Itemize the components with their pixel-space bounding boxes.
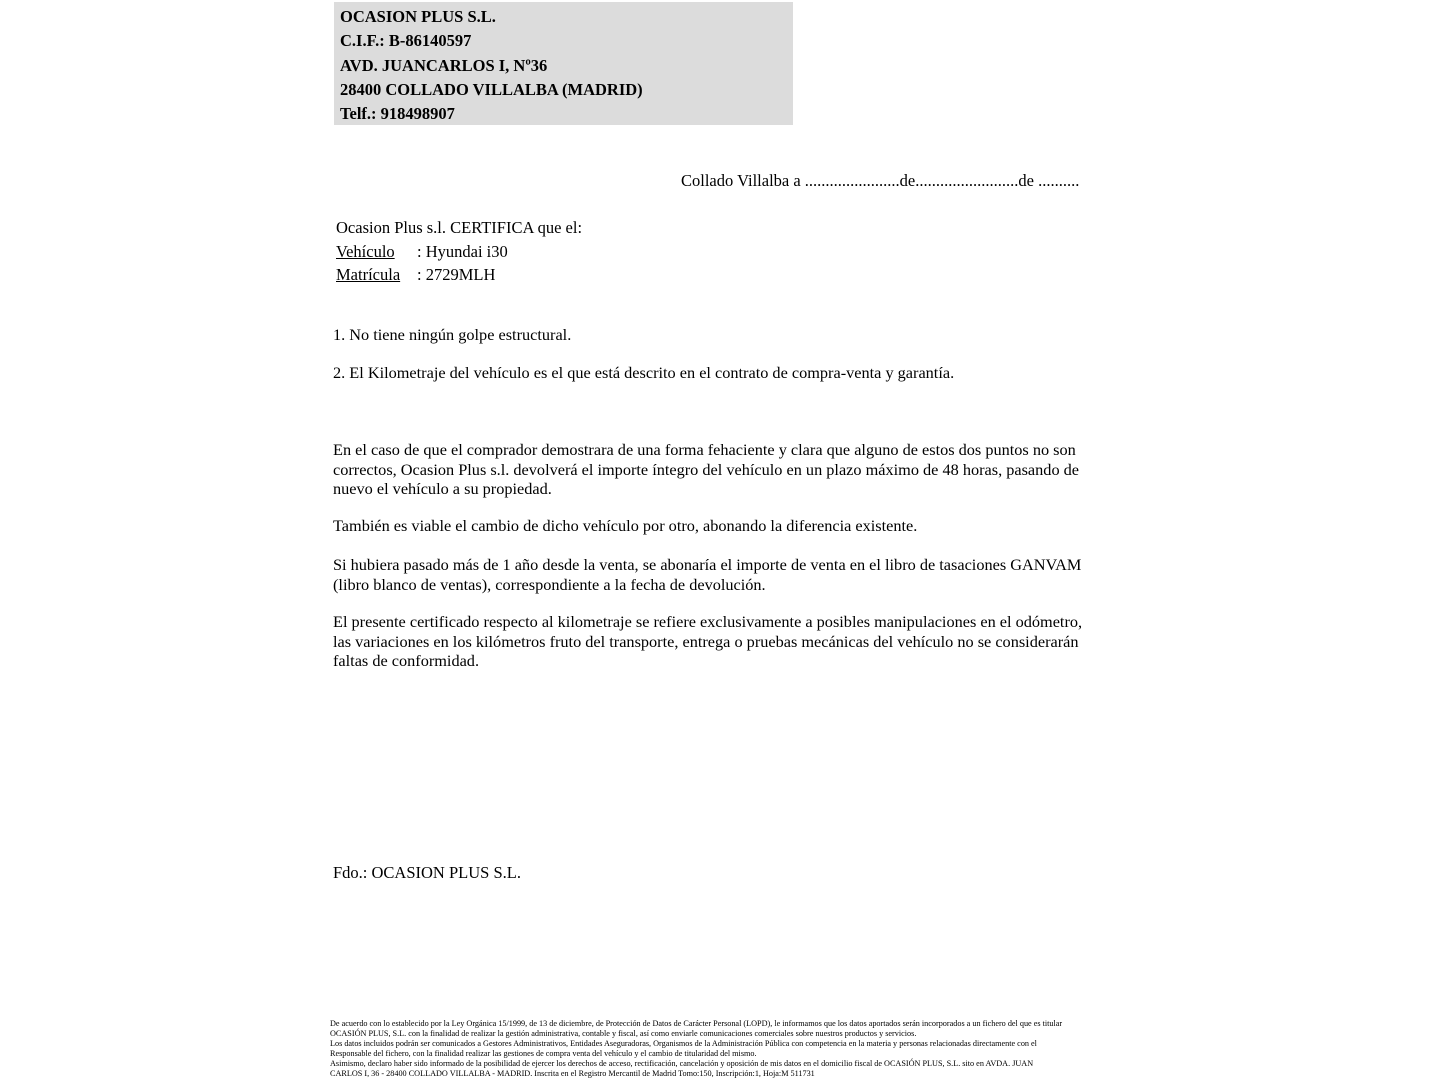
- vehicle-label: Vehículo: [336, 241, 395, 261]
- vehicle-value: : Hyundai i30: [417, 241, 508, 261]
- condition-point-2: 2. El Kilometraje del vehículo es el que está descrito en el contrato de compra-venta y garantía.: [333, 363, 955, 382]
- company-cif: C.I.F.: B-86140597: [340, 31, 472, 51]
- paragraph-vehicle-exchange: También es viable el cambio de dicho vehículo por otro, abonando la diferencia existente.: [333, 516, 918, 535]
- vehicle-row: [336, 240, 582, 264]
- paragraph-odometer-disclaimer: El presente certificado respecto al kilometraje se refiere exclusivamente a posibles manipulaciones en el odómetro, las variaciones en los kilómetros fruto del transporte, entrega o pruebas mecánicas del vehículo no se considerarán faltas de conformidad.: [333, 612, 1083, 671]
- certifies-intro-line: Ocasion Plus s.l. CERTIFICA que el:: [336, 218, 583, 237]
- legal-line-3: Los datos incluidos podrán ser comunicados a Gestores Administrativos, Entidades Aseguradoras, Organismos de la Administración Pública con competencia en la materia y personas relacionadas directamente con el: [330, 1038, 1037, 1048]
- legal-line-2: OCASIÓN PLUS, S.L. con la finalidad de realizar la gestión administrativa, contable y fiscal, así como enviarle comunicaciones comerciales sobre nuestros productos y servicios.: [330, 1028, 917, 1038]
- plate-value: : 2729MLH: [417, 265, 496, 285]
- legal-line-4: Responsable del fichero, con la finalidad realizar las gestiones de compra venta del vehículo y el cambio de titularidad del mismo.: [330, 1048, 757, 1058]
- certification-block: [336, 216, 582, 287]
- plate-label: Matrícula: [336, 265, 401, 285]
- signature-line: Fdo.: OCASION PLUS S.L.: [333, 863, 521, 882]
- company-name: OCASION PLUS S.L.: [340, 7, 496, 26]
- legal-fine-print: [330, 1019, 1062, 1078]
- company-address: AVD. JUANCARLOS I, Nº36: [340, 55, 548, 75]
- company-phone: Telf.: 918498907: [340, 104, 455, 124]
- company-city: 28400 COLLADO VILLALBA (MADRID): [340, 79, 643, 99]
- date-fill-in-line: Collado Villalba a .......................de.........................de ..........: [681, 171, 1080, 190]
- paragraph-ganvam-valuation: Si hubiera pasado más de 1 año desde la venta, se abonaría el importe de venta en el libro de tasaciones GANVAM (libro blanco de ventas), correspondiente a la fecha de devolución.: [333, 555, 1082, 594]
- legal-line-5: Asimismo, declaro haber sido informado de la posibilidad de ejercer los derechos de acceso, rectificación, cancelación y oposición de mis datos en el domicilio fiscal de OCASIÓN PLUS, S.L. sito en AVDA. JUAN: [330, 1058, 1034, 1068]
- company-header-block: [334, 2, 793, 125]
- legal-line-1: De acuerdo con lo establecido por la Ley Orgánica 15/1999, de 13 de diciembre, de Protección de Datos de Carácter Personal (LOPD), le informamos que los datos aportados serán incorporados a un fichero del que es titular: [330, 1019, 1063, 1028]
- paragraph-refund-terms: En el caso de que el comprador demostrara de una forma fehaciente y clara que alguno de estos dos puntos no son correctos, Ocasion Plus s.l. devolverá el importe íntegro del vehículo en un plazo máximo de 48 horas, pasando de nuevo el vehículo a su propiedad.: [333, 440, 1080, 499]
- condition-point-1: 1. No tiene ningún golpe estructural.: [333, 325, 572, 344]
- legal-line-6: CARLOS I, 36 - 28400 COLLADO VILLALBA - MADRID. Inscrita en el Registro Mercantil de Madrid Tomo:150, Inscripción:1, Hoja:M 511731: [330, 1068, 815, 1078]
- plate-row: [336, 263, 582, 287]
